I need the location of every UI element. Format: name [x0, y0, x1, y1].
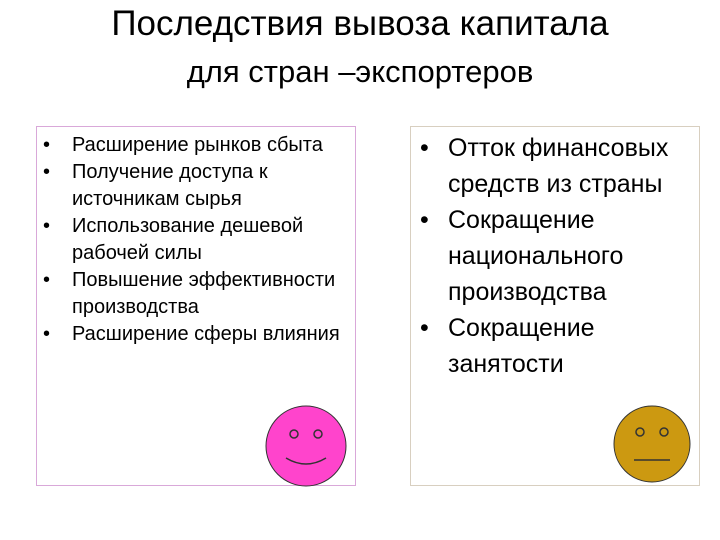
- list-item-text: Сокращение занятости: [448, 314, 595, 378]
- list-item: [40, 213, 360, 267]
- bullet-icon: •: [43, 215, 51, 237]
- list-item: [40, 267, 360, 321]
- list-item-text: Повышение эффективности производства: [72, 269, 336, 318]
- disadvantages-list: [414, 130, 704, 382]
- bullet-icon: •: [420, 314, 429, 342]
- list-item: [40, 321, 360, 348]
- advantages-list: [40, 132, 360, 348]
- bullet-icon: •: [420, 206, 429, 234]
- neutral-face-icon: [612, 404, 692, 484]
- slide-title-line1: Последствия вывоза капитала: [111, 4, 609, 43]
- list-item-text: Использование дешевой рабочей силы: [72, 215, 304, 264]
- list-item: [414, 202, 704, 310]
- bullet-icon: •: [43, 323, 51, 345]
- bullet-icon: •: [43, 269, 51, 291]
- list-item: [40, 159, 360, 213]
- bullet-icon: •: [420, 134, 429, 162]
- bullet-icon: •: [43, 161, 51, 183]
- list-item-text: Получение доступа к источникам сырья: [72, 161, 268, 210]
- list-item-text: Сокращение национального производства: [448, 206, 624, 306]
- slide-title-line2: для стран –экспортеров: [186, 54, 534, 89]
- list-item: [40, 132, 360, 159]
- list-item: [414, 310, 704, 382]
- list-item-text: Отток финансовых средств из страны: [448, 134, 669, 198]
- bullet-icon: •: [43, 134, 51, 156]
- list-item-text: Расширение рынков сбыта: [72, 134, 323, 156]
- smiling-face-icon: [264, 404, 348, 488]
- list-item: [414, 130, 704, 202]
- list-item-text: Расширение сферы влияния: [72, 323, 340, 345]
